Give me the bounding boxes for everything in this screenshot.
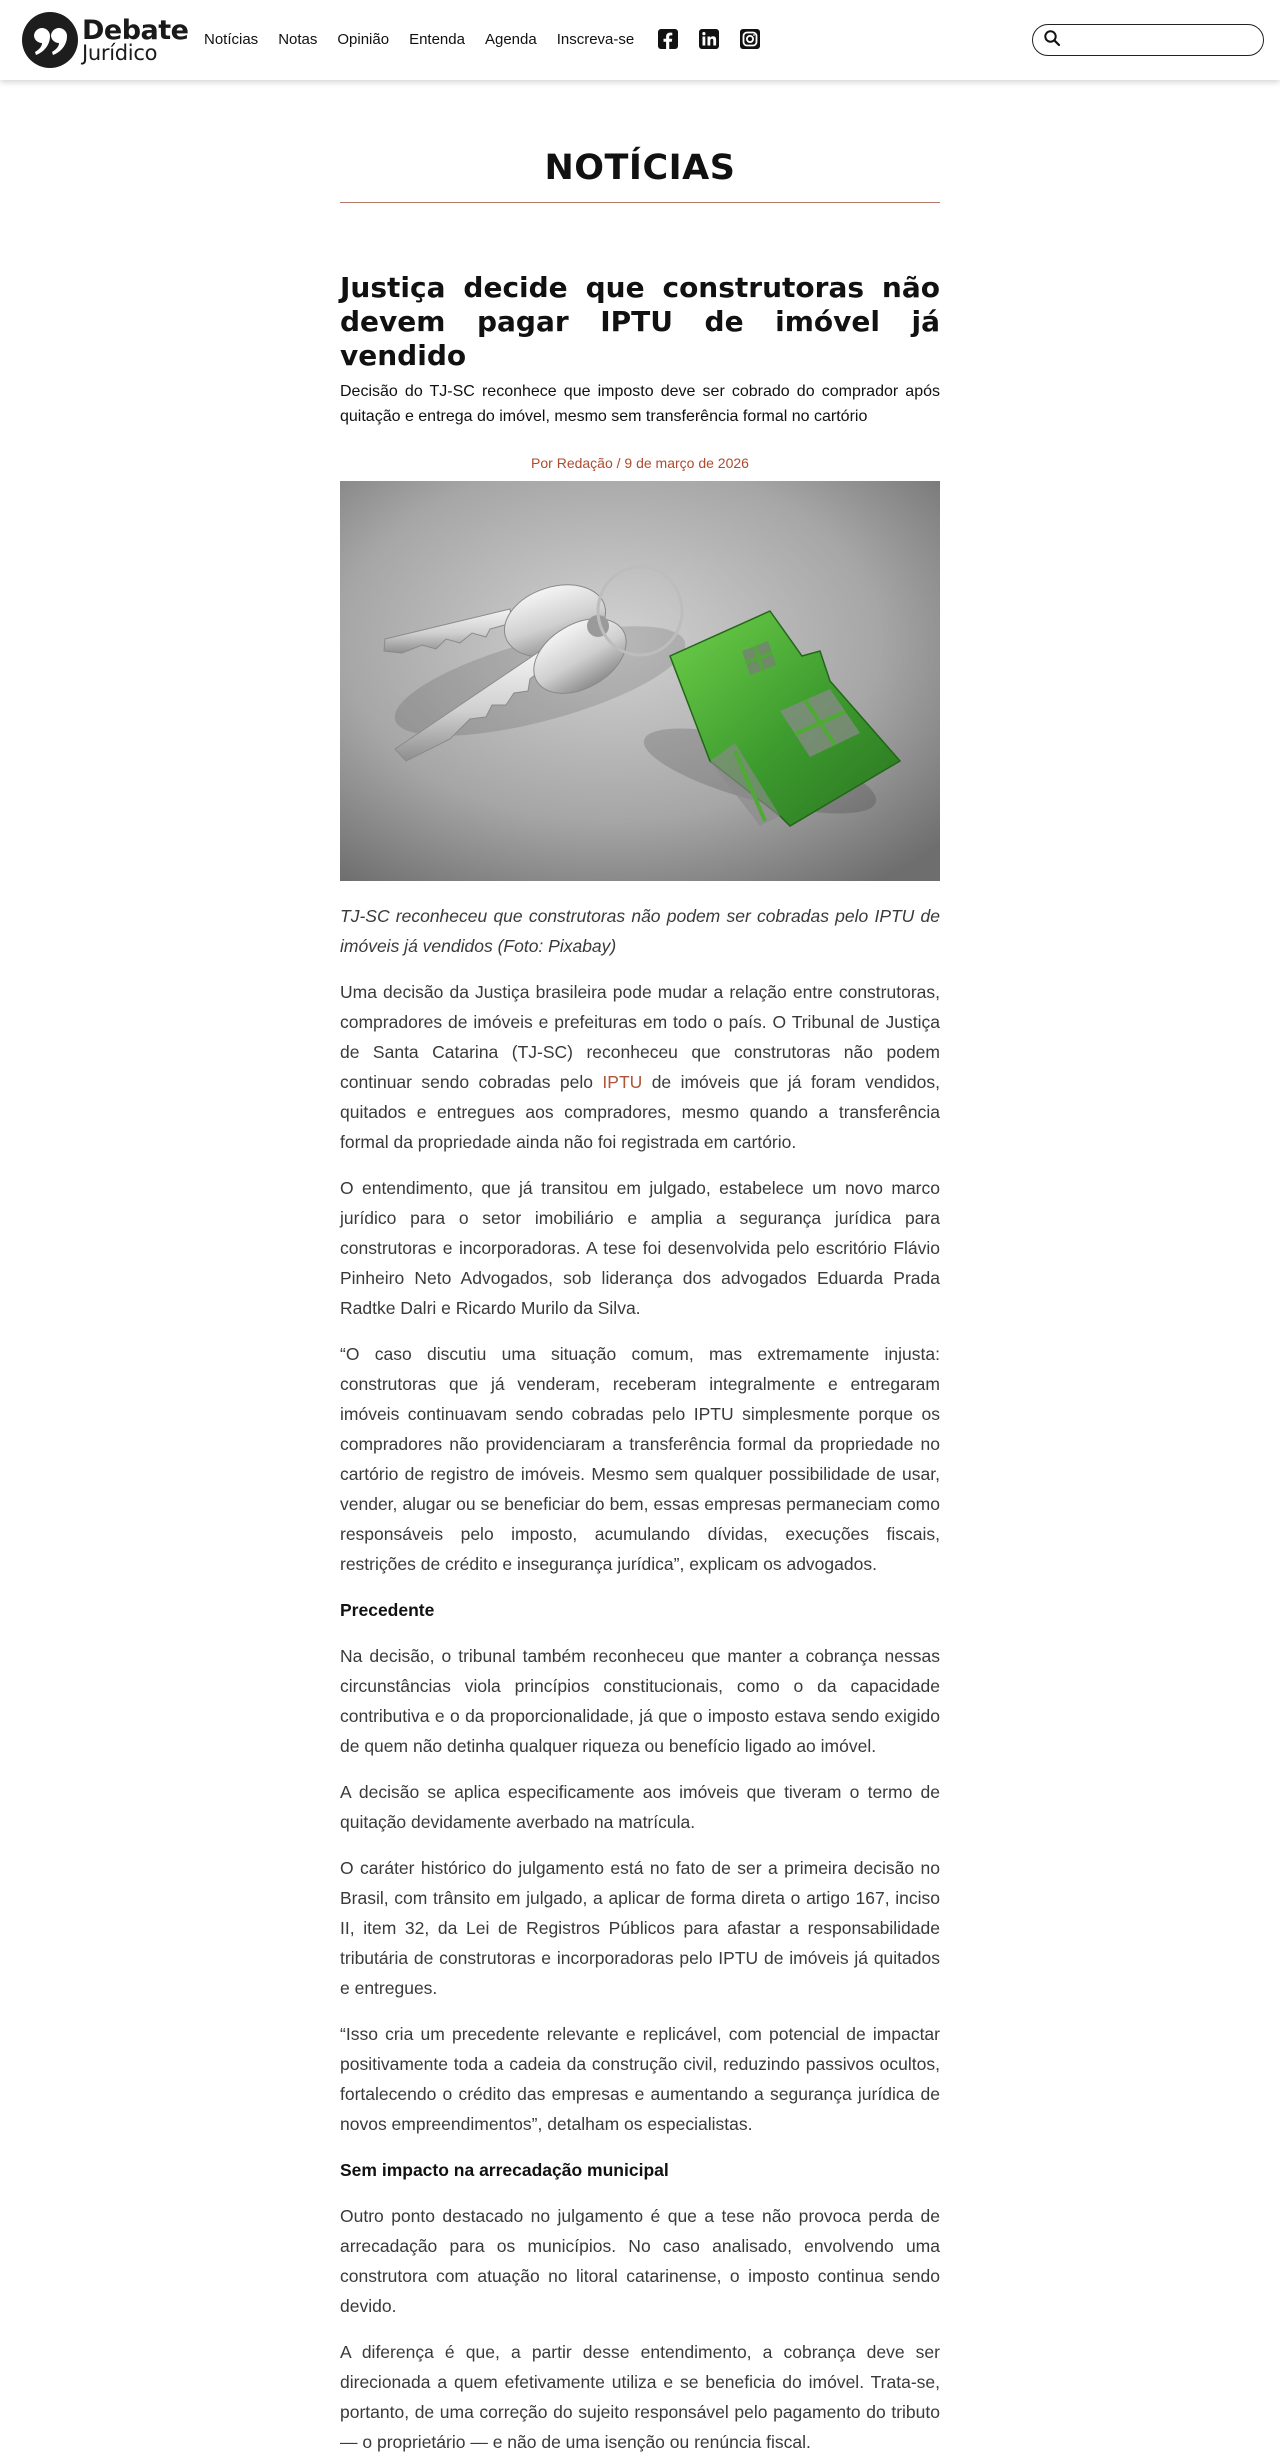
article-paragraph: A diferença é que, a partir desse entendimento, a cobrança deve ser direcionada a quem efetivamente utiliza e se beneficia do imóvel. Trata-se, portanto, de uma correção do sujeito responsável pelo pagamento do tributo — o proprietário — e não de uma isenção ou renúncia fiscal. <box>340 2342 940 2452</box>
article-title: Justiça decide que construtoras não devem pagar IPTU de imóvel já vendido <box>340 271 940 372</box>
main-nav <box>204 28 780 50</box>
nav-item-agenda[interactable]: Agenda <box>484 30 537 48</box>
facebook-icon[interactable] <box>657 28 679 50</box>
article-paragraph: “Isso cria um precedente relevante e replicável, com potencial de impactar positivamente toda a cadeia da construção civil, reduzindo passivos ocultos, fortalecendo o crédito das empresas e aumentando a segurança jurídica de novos empreendimentos”, detalham os especialistas. <box>340 2024 940 2134</box>
iptu-link[interactable]: IPTU <box>602 1072 643 1092</box>
logo-line-1: Debate <box>82 14 189 46</box>
article-byline: Por Redação / 9 de março de 2026 <box>531 455 749 471</box>
paragraph-text: de imóveis que já foram vendidos, quitados e entregues aos compradores, mesmo quando a transferência formal da propriedade ainda não foi registrada em cartório. <box>340 1072 941 1152</box>
section-divider <box>340 202 940 203</box>
article-paragraph: “O caso discutiu uma situação comum, mas extremamente injusta: construtoras que já venderam, receberam integralmente e entregaram imóveis continuavam sendo cobradas pelo IPTU simplesmente porque os compradores não providenciaram a transferência formal da propriedade no cartório de registro de imóveis. Mesmo sem qualquer possibilidade de usar, vender, alugar ou se beneficiar do bem, essas empresas permaneciam como responsáveis pelo imposto, acumulando dívidas, execuções fiscais, restrições de crédito e insegurança jurídica”, explicam os advogados. <box>340 1344 940 1574</box>
social-links <box>657 28 780 50</box>
article-paragraph: O entendimento, que já transitou em julgado, estabelece um novo marco jurídico para o setor imobiliário e amplia a segurança jurídica para construtoras e incorporadoras. A tese foi desenvolvida pelo escritório Flávio Pinheiro Neto Advogados, sob liderança dos advogados Eduarda Prada Radtke Dalri e Ricardo Murilo da Silva. <box>340 1178 940 1318</box>
article-paragraph: Outro ponto destacado no julgamento é que a tese não provoca perda de arrecadação para os municípios. No caso analisado, envolvendo uma construtora com atuação no litoral catarinense, o imposto continua sendo devido. <box>340 2206 940 2316</box>
article-paragraph: Na decisão, o tribunal também reconheceu que manter a cobrança nessas circunstâncias viola princípios constitucionais, como o da capacidade contributiva e o da proporcionalidade, já que o imposto estava sendo exigido de quem não detinha qualquer riqueza ou benefício ligado ao imóvel. <box>340 1646 940 1756</box>
nav-item-inscreva-se[interactable]: Inscreva-se <box>556 30 635 48</box>
article-paragraph: O caráter histórico do julgamento está no fato de ser a primeira decisão no Brasil, com trânsito em julgado, a aplicar de forma direta o artigo 167, inciso II, item 32, da Lei de Registros Públicos para afastar a responsabilidade tributária de construtoras e incorporadoras pelo IPTU de imóveis já quitados e entregues. <box>340 1858 940 1998</box>
quote-mark-icon <box>22 12 78 68</box>
site-logo[interactable] <box>22 12 189 68</box>
instagram-icon[interactable] <box>739 28 761 50</box>
main-content <box>340 80 940 2457</box>
article-paragraph: A decisão se aplica especificamente aos imóveis que tiveram o termo de quitação devidamente averbado na matrícula. <box>340 1782 940 1832</box>
nav-item-noticias[interactable]: Notícias <box>204 30 259 48</box>
article-subheading: Precedente <box>340 1600 435 1620</box>
article-paragraph <box>340 977 940 1157</box>
article <box>340 271 940 2457</box>
site-header <box>0 0 1280 80</box>
nav-item-entenda[interactable]: Entenda <box>409 30 465 48</box>
paragraph-text: Uma decisão da Justiça brasileira pode mudar a relação entre construtoras, compradores de imóveis e prefeituras em todo o país. O Tribunal de Justiça de Santa Catarina (TJ-SC) reconheceu que construtoras não podem continuar sendo cobradas pelo <box>340 982 940 1092</box>
search-box[interactable] <box>1032 24 1264 56</box>
nav-item-notas[interactable]: Notas <box>278 30 318 48</box>
article-photo-keys-house <box>340 481 940 881</box>
section-title: NOTÍCIAS <box>544 148 736 188</box>
search-icon[interactable] <box>1043 29 1061 52</box>
linkedin-icon[interactable] <box>698 28 720 50</box>
article-subheading: Sem impacto na arrecadação municipal <box>340 2160 669 2180</box>
search-input[interactable] <box>1067 32 1257 48</box>
article-subtitle: Decisão do TJ-SC reconhece que imposto deve ser cobrado do comprador após quitação e entrega do imóvel, mesmo sem transferência formal no cartório <box>340 383 940 425</box>
logo-line-2: Jurídico <box>82 40 158 65</box>
logo-wordmark <box>82 14 189 65</box>
nav-item-opiniao[interactable]: Opinião <box>337 30 390 48</box>
photo-caption: TJ-SC reconheceu que construtoras não podem ser cobradas pelo IPTU de imóveis já vendidos (Foto: Pixabay) <box>340 906 940 956</box>
